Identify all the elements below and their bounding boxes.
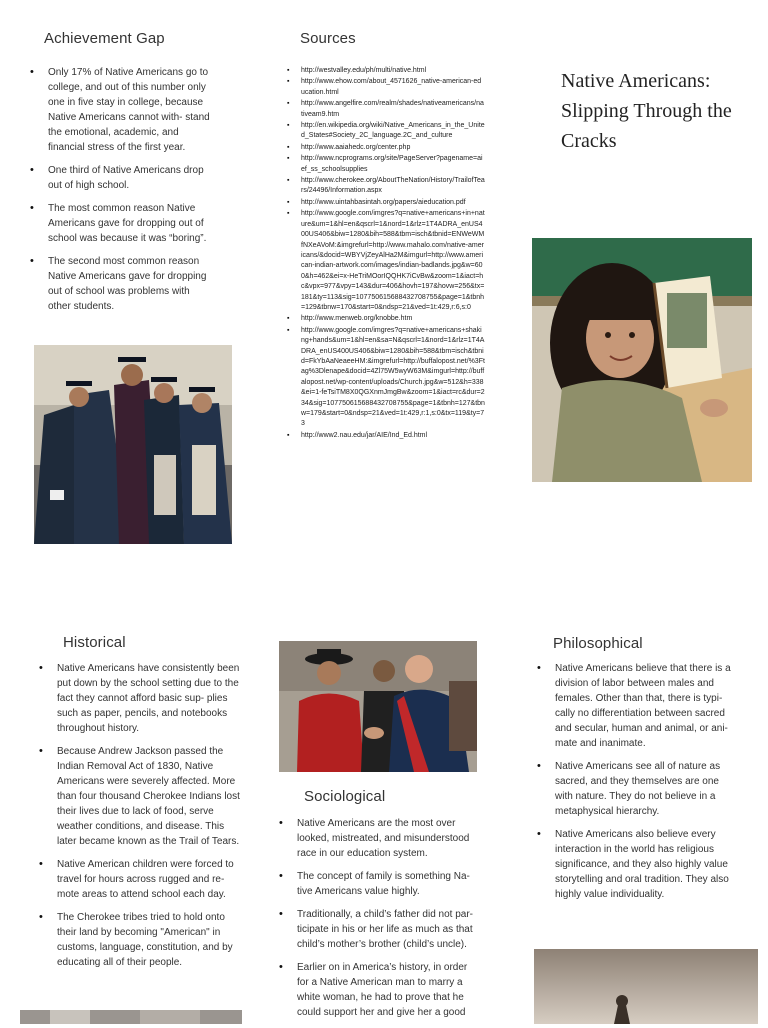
sources-heading: Sources	[300, 30, 356, 47]
source-link[interactable]: ▪ http://www.menweb.org/knobbe.htm	[283, 314, 485, 324]
list-item: • Traditionally, a child’s father did not par- ticipate in his or her life as much as that child’s mother’s brother (child’s uncle).	[273, 907, 481, 952]
graduates-photo	[34, 345, 232, 544]
list-item: • Native Americans believe that there is a division of labor between males and females. Other than that, there is typi- cally no differentiation between sacred and secular, human and animal, or ani- mate and inanimate.	[531, 661, 739, 751]
list-item: • The second most common reason Native Americans gave for dropping out of school was problems with other students.	[24, 254, 214, 314]
list-item: • Because Andrew Jackson passed the Indian Removal Act of 1830, Native Americans were severely affected. More than four thousand Cherokee Indians lost their lives due to lack of food, serve weather conditions, and disease. This later became known as the Trail of Tears.	[33, 744, 241, 849]
source-link[interactable]: ▪ http://www.cherokee.org/AboutTheNation/History/TrailofTears/24496/Information.aspx	[283, 176, 485, 197]
source-link[interactable]: ▪ http://www.ncprograms.org/site/PageServer?pagename=aief_ss_schoolsupplies	[283, 154, 485, 175]
source-link[interactable]: ▪ http://www.uintahbasintah.org/papers/aieducation.pdf	[283, 198, 485, 208]
historical-list	[33, 661, 241, 978]
list-item: • Native Americans have consistently been put down by the school setting due to the fact they cannot afford basic sup- plies such as paper, pencils, and notebooks throughout history.	[33, 661, 241, 736]
source-link[interactable]: ▪ http://westvalley.edu/ph/multi/native.html	[283, 66, 485, 76]
source-link[interactable]: ▪ http://www.google.com/imgres?q=native+americans+shaking+hands&um=1&hl=en&sa=N&qscrl=1&nord=1&rlz=1T4ADRA_enUS400US406&biw=1280&bih=588&tbm=isch&tbnid=FkYbAaNeaeeHM:&imgrefurl=http://buffalopost.net/%3Ftag%3Dlenape&docid=4Zl75W5wyW63M&imgurl=http://buffalopost.net/wp-content/uploads/Church.jpg&w=512&h=338&ei=1-feTsiTM8X0QGXnmJmgBw&zoom=1&iact=rc&dur=234&sig=107750615688432708755&page=1&tbnh=127&tbnw=179&start=0&ndsp=21&ved=1t:429,r:1,s:0&tx=119&ty=73	[283, 326, 485, 430]
source-link[interactable]: ▪ http://en.wikipedia.org/wiki/Native_Americans_in_the_United_States#Society_2C_language.2C_and_culture	[283, 121, 485, 142]
list-item: • Only 17% of Native Americans go to college, and out of this number only one in five stay in college, because Native Americans cannot with- stand the emotional, academic, and financial stress of the first year.	[24, 65, 214, 155]
achievement-gap-list	[24, 65, 214, 322]
sources-list	[283, 66, 485, 442]
list-item: • One third of Native Americans drop out of high school.	[24, 163, 214, 193]
sociological-list	[273, 816, 481, 1028]
list-item: • The concept of family is something Na- tive Americans value highly.	[273, 869, 481, 899]
source-link[interactable]: ▪ http://www.angelfire.com/realm/shades/nativeamericans/nativeam9.htm	[283, 99, 485, 120]
brochure-title: Native Americans: Slipping Through the Cracks	[561, 70, 732, 152]
list-item: • Earlier on in America’s history, in order for a Native American man to marry a white woman, he had to prove that he could support her and give her a good	[273, 960, 481, 1020]
source-link[interactable]: ▪ http://www.google.com/imgres?q=native+americans+in+nature&um=1&hl=en&qscrl=1&nord=1&rlz=1T4ADRA_enUS400US406&biw=1280&bih=588&tbm=isch&tbnid=ENWeWMfNXeAVoM:&imgrefurl=http://www.mahalo.com/native-americans/&docid=WBYVjZeyAlHa2M&imgurl=http://www.american-indian-artwork.com/images/indian-badlands.jpg&w=600&h=462&ei=x-HeTriMOorIQQHK7iCvBw&zoom=1&iact=hc&vpx=977&vpy=143&dur=406&hovh=197&hovw=256&tx=181&ty=113&sig=107750615688432708755&page=1&tbnh=129&tbnw=170&start=0&ndsp=21&ved=1t:429,r:6,s:0	[283, 209, 485, 313]
list-item: • The Cherokee tribes tried to hold onto their land by becoming "American" in customs, language, constitution, and by educating all of their people.	[33, 910, 241, 970]
list-item: • Native Americans see all of nature as sacred, and they themselves are one with nature. They do not believe in a metaphysical hierarchy.	[531, 759, 739, 819]
philosophical-heading: Philosophical	[553, 635, 643, 652]
list-item: • Native Americans also believe every interaction in the world has religious significance, and they also highly value storytelling and oral tradition. They also highly value individuality.	[531, 827, 739, 902]
list-item: • Native American children were forced to travel for hours across rugged and re- mote areas to attend school each day.	[33, 857, 241, 902]
handshake-photo	[279, 641, 477, 772]
sociological-heading: Sociological	[304, 788, 386, 805]
girl-reading-photo	[532, 238, 752, 482]
source-link[interactable]: ▪ http://www2.nau.edu/jar/AIE/Ind_Ed.html	[283, 431, 485, 441]
list-item: • Native Americans are the most over looked, mistreated, and misunderstood race in our education system.	[273, 816, 481, 861]
source-link[interactable]: ▪ http://www.ehow.com/about_4571626_native-american-education.html	[283, 77, 485, 98]
achievement-gap-heading: Achievement Gap	[44, 30, 165, 47]
list-item: • The most common reason Native Americans gave for dropping out of school was because it was “boring”.	[24, 201, 214, 246]
philosophical-list	[531, 661, 739, 910]
source-link[interactable]: ▪ http://www.aaiahedc.org/center.php	[283, 143, 485, 153]
bottom-left-photo	[20, 1010, 242, 1024]
sepia-landscape-photo	[534, 949, 758, 1024]
historical-heading: Historical	[63, 634, 126, 651]
